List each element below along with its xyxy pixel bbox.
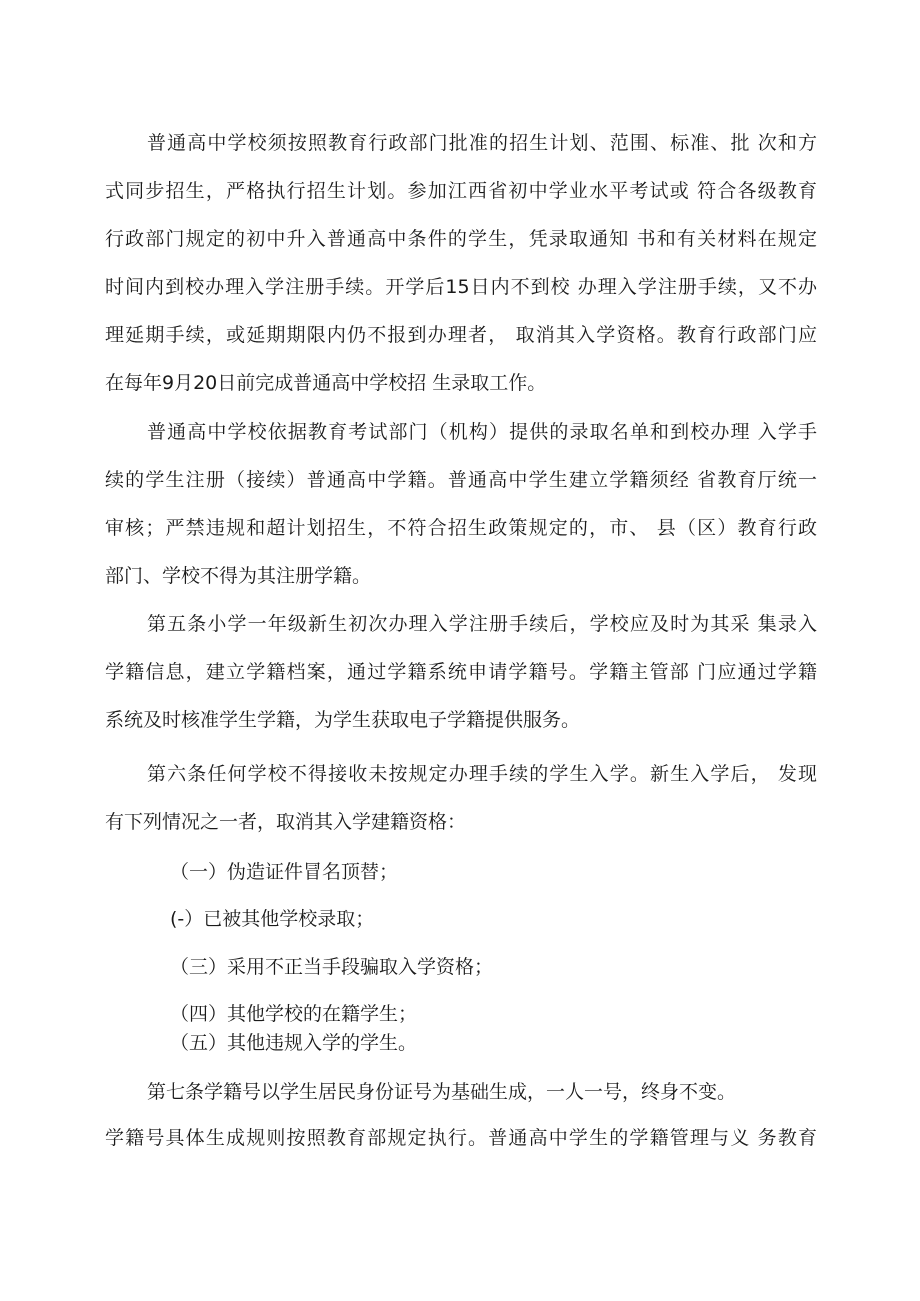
paragraph-4-line-1: 第六条任何学校不得接收未按规定办理手续的学生入学。新生入学后， 发现 [147, 763, 817, 785]
paragraph-1-line-6: 在每年9月20日前完成普通高中学校招 生录取工作。 [105, 372, 547, 394]
paragraph-1-line-1: 普通高中学校须按照教育行政部门批准的招生计划、范围、标准、批 次和方 [147, 132, 817, 154]
paragraph-3-line-1: 第五条小学一年级新生初次办理入学注册手续后，学校应及时为其采 集录入 [147, 613, 817, 635]
paragraph-1-line-2: 式同步招生，严格执行招生计划。参加江西省初中学业水平考试或 符合各级教育 [105, 180, 817, 202]
paragraph-4-line-2: 有下列情况之一者，取消其入学建籍资格： [105, 811, 467, 833]
article-7-line-2: 学籍号具体生成规则按照教育部规定执行。普通高中学生的学籍管理与义 务教育 [105, 1127, 817, 1149]
paragraph-3-line-2: 学籍信息，建立学籍档案，通过学籍系统申请学籍号。学籍主管部 门应通过学籍 [105, 661, 817, 683]
list-item-3: （三）采用不正当手段骗取入学资格； [170, 956, 494, 978]
paragraph-1-line-3: 行政部门规定的初中升入普通高中条件的学生，凭录取通知 书和有关材料在规定 [105, 228, 817, 250]
article-7-line-1: 第七条学籍号以学生居民身份证号为基础生成，一人一号，终身不变。 [147, 1081, 737, 1103]
list-item-4: （四）其他学校的在籍学生； [170, 1003, 418, 1025]
list-item-2: (-）已被其他学校录取； [170, 908, 375, 930]
paragraph-2-line-4: 部门、学校不得为其注册学籍。 [105, 565, 372, 587]
paragraph-1-line-5: 理延期手续，或延期期限内仍不报到办理者， 取消其入学资格。教育行政部门应 [105, 324, 817, 346]
paragraph-2-line-3: 审核；严禁违规和超计划招生，不符合招生政策规定的，市、 县（区）教育行政 [105, 517, 817, 539]
paragraph-3-line-3: 系统及时核准学生学籍，为学生获取电子学籍提供服务。 [105, 709, 581, 731]
paragraph-2-line-1: 普通高中学校依据教育考试部门（机构）提供的录取名单和到校办理 入学手 [147, 421, 817, 443]
paragraph-2-line-2: 续的学生注册（接续）普通高中学籍。普通高中学生建立学籍须经 省教育厅统一 [105, 469, 817, 491]
list-item-5: （五）其他违规入学的学生。 [170, 1032, 418, 1054]
paragraph-1-line-4: 时间内到校办理入学注册手续。开学后15日内不到校 办理入学注册手续，又不办 [105, 276, 817, 298]
list-item-1: （一）伪造证件冒名顶替； [170, 861, 399, 883]
